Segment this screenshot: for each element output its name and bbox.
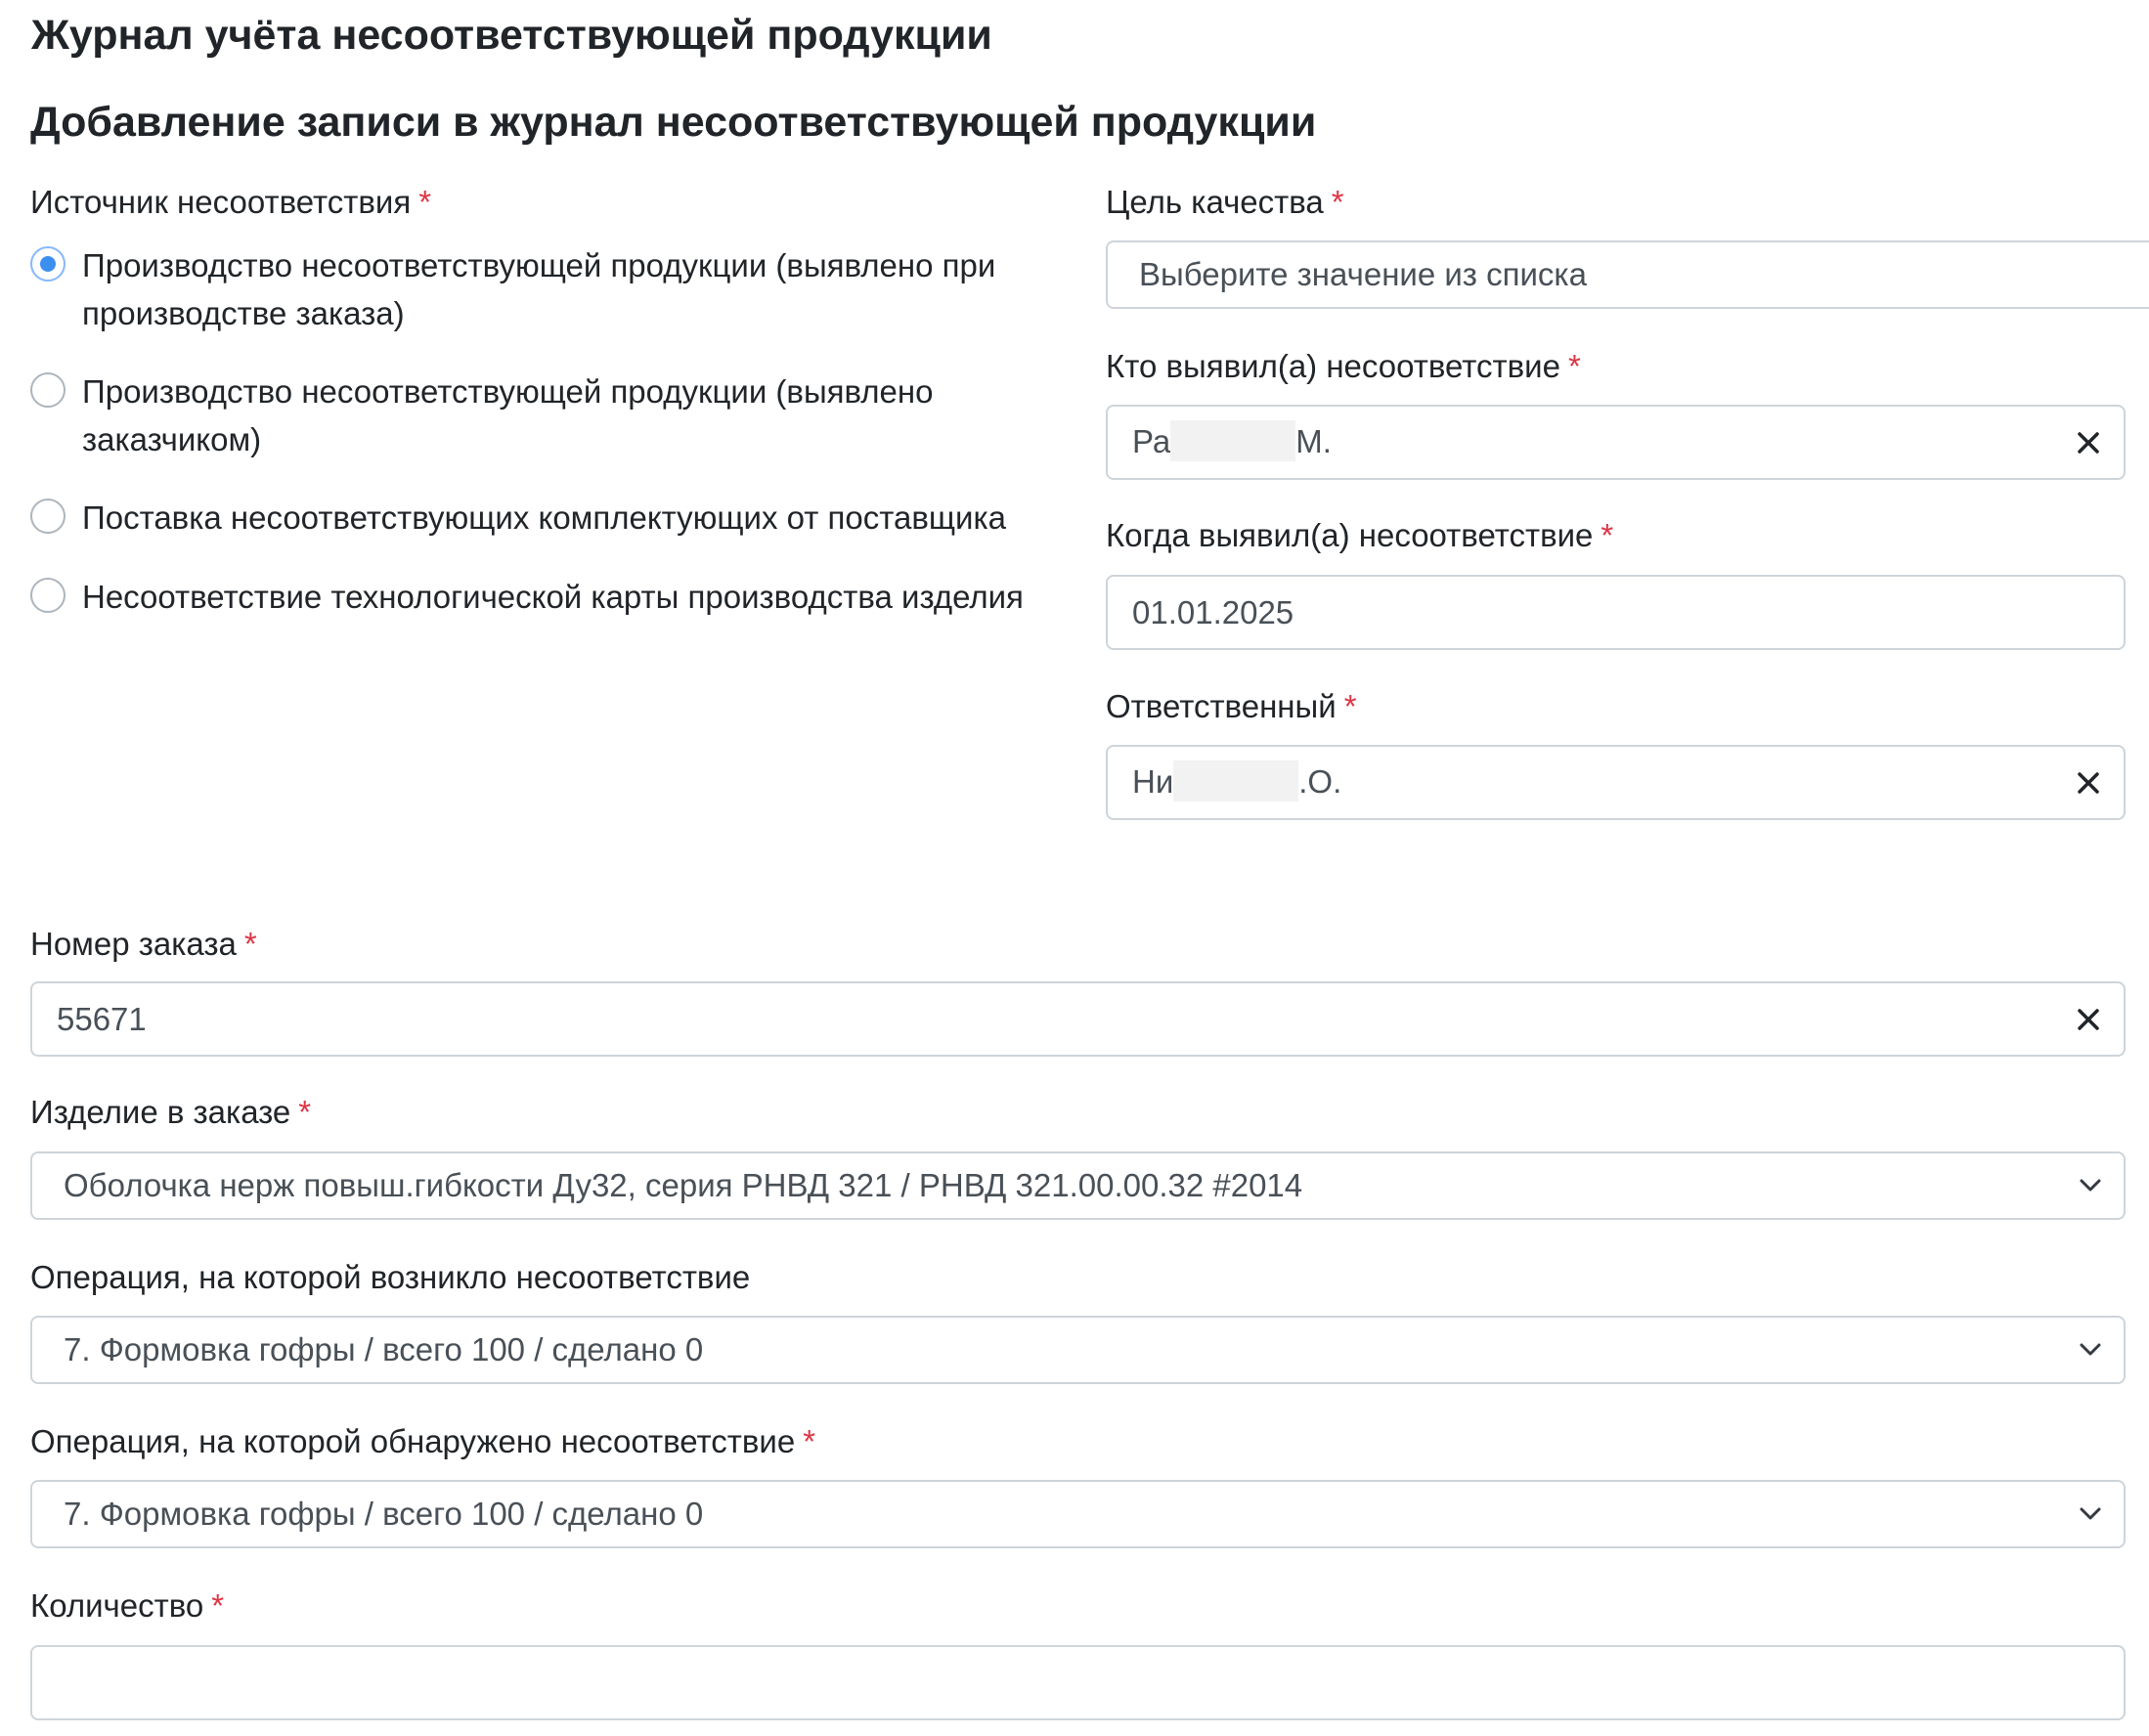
source-option-label: Поставка несоответствующих комплектующих от поставщика	[82, 499, 1006, 536]
operation-occurred-label-text: Операция, на которой возникло несоответствие	[30, 1259, 751, 1295]
chevron-down-icon	[2071, 1330, 2110, 1369]
required-marker: *	[1331, 184, 1344, 220]
detected-by-label-text: Кто выявил(а) несоответствие	[1106, 348, 1560, 384]
required-marker: *	[418, 184, 432, 220]
radio-unchecked[interactable]	[30, 372, 66, 408]
radio-checked[interactable]	[30, 246, 66, 282]
required-marker: *	[211, 1587, 225, 1624]
responsible-label-text: Ответственный	[1106, 688, 1337, 724]
required-marker: *	[298, 1094, 312, 1130]
source-option-customer[interactable]	[30, 368, 1047, 463]
redacted-mask	[1173, 760, 1298, 802]
operation-detected-value: 7. Формовка гофры / всего 100 / сделано 0	[64, 1496, 704, 1532]
order-number-label	[30, 923, 257, 966]
required-marker: *	[1601, 517, 1614, 553]
source-option-label: Производство несоответствующей продукции (выявлено заказчиком)	[82, 373, 934, 457]
radio-unchecked[interactable]	[30, 578, 66, 613]
responsible-value	[1108, 763, 2069, 802]
required-marker: *	[243, 926, 257, 962]
radio-unchecked[interactable]	[30, 499, 66, 534]
operation-detected-select[interactable]	[30, 1480, 2126, 1548]
quality-goal-label	[1106, 181, 1344, 224]
source-option-supplier[interactable]	[30, 494, 1106, 542]
quantity-field[interactable]	[30, 1645, 2126, 1720]
order-item-value: Оболочка нерж повыш.гибкости Ду32, серия РНВД 321 / РНВД 321.00.00.32 #2014	[64, 1167, 1303, 1203]
close-icon[interactable]	[2069, 1000, 2108, 1039]
order-number-label-text: Номер заказа	[30, 926, 237, 962]
detected-when-value: 01.01.2025	[1132, 593, 1294, 630]
quality-goal-select[interactable]	[1106, 240, 2149, 309]
required-marker: *	[1567, 348, 1581, 384]
operation-occurred-value: 7. Формовка гофры / всего 100 / сделано 0	[64, 1331, 704, 1367]
source-option-production[interactable]	[30, 241, 1047, 337]
order-item-label-text: Изделие в заказе	[30, 1094, 291, 1130]
required-marker: *	[1343, 688, 1357, 724]
order-number-value: 55671	[57, 1000, 147, 1037]
detected-by-value-start: Ра	[1132, 422, 1171, 459]
detected-by-field[interactable]	[1106, 405, 2126, 480]
quantity-label-text: Количество	[30, 1587, 204, 1624]
quality-goal-label-text: Цель качества	[1106, 184, 1324, 220]
required-marker: *	[803, 1423, 816, 1459]
operation-detected-label	[30, 1420, 815, 1463]
detected-by-value-end: М.	[1295, 422, 1332, 459]
responsible-field[interactable]	[1106, 745, 2126, 820]
quantity-label	[30, 1584, 224, 1628]
responsible-label	[1106, 685, 1357, 728]
source-option-label: Производство несоответствующей продукции (выявлено при производстве заказа)	[82, 247, 996, 331]
chevron-down-icon	[2071, 1166, 2110, 1205]
source-label	[30, 181, 431, 224]
page-title: Журнал учёта несоответствующей продукции	[31, 12, 992, 59]
detected-by-value	[1108, 423, 2069, 461]
close-icon[interactable]	[2069, 423, 2108, 462]
operation-occurred-select[interactable]	[30, 1316, 2126, 1384]
quality-goal-value: Выберите значение из списка	[1139, 256, 1587, 292]
chevron-down-icon	[2071, 1495, 2110, 1534]
detected-when-label-text: Когда выявил(а) несоответствие	[1106, 517, 1594, 553]
order-number-field[interactable]	[30, 981, 2126, 1057]
order-item-label	[30, 1091, 311, 1134]
detected-when-label	[1106, 514, 1613, 557]
form-title: Добавление записи в журнал несоответствующей продукции	[30, 99, 1317, 146]
detected-by-label	[1106, 345, 1581, 388]
responsible-value-start: Ни	[1132, 762, 1174, 800]
responsible-value-end: .О.	[1298, 762, 1342, 800]
detected-when-field[interactable]	[1106, 575, 2126, 650]
source-option-label: Несоответствие технологической карты производства изделия	[82, 579, 1024, 615]
source-label-text: Источник несоответствия	[30, 184, 412, 220]
order-item-select[interactable]	[30, 1151, 2126, 1220]
operation-detected-label-text: Операция, на которой обнаружено несоответствие	[30, 1423, 796, 1459]
operation-occurred-label	[30, 1256, 750, 1299]
source-option-techcard[interactable]	[30, 573, 1106, 621]
redacted-mask	[1170, 420, 1295, 461]
close-icon[interactable]	[2069, 763, 2108, 803]
